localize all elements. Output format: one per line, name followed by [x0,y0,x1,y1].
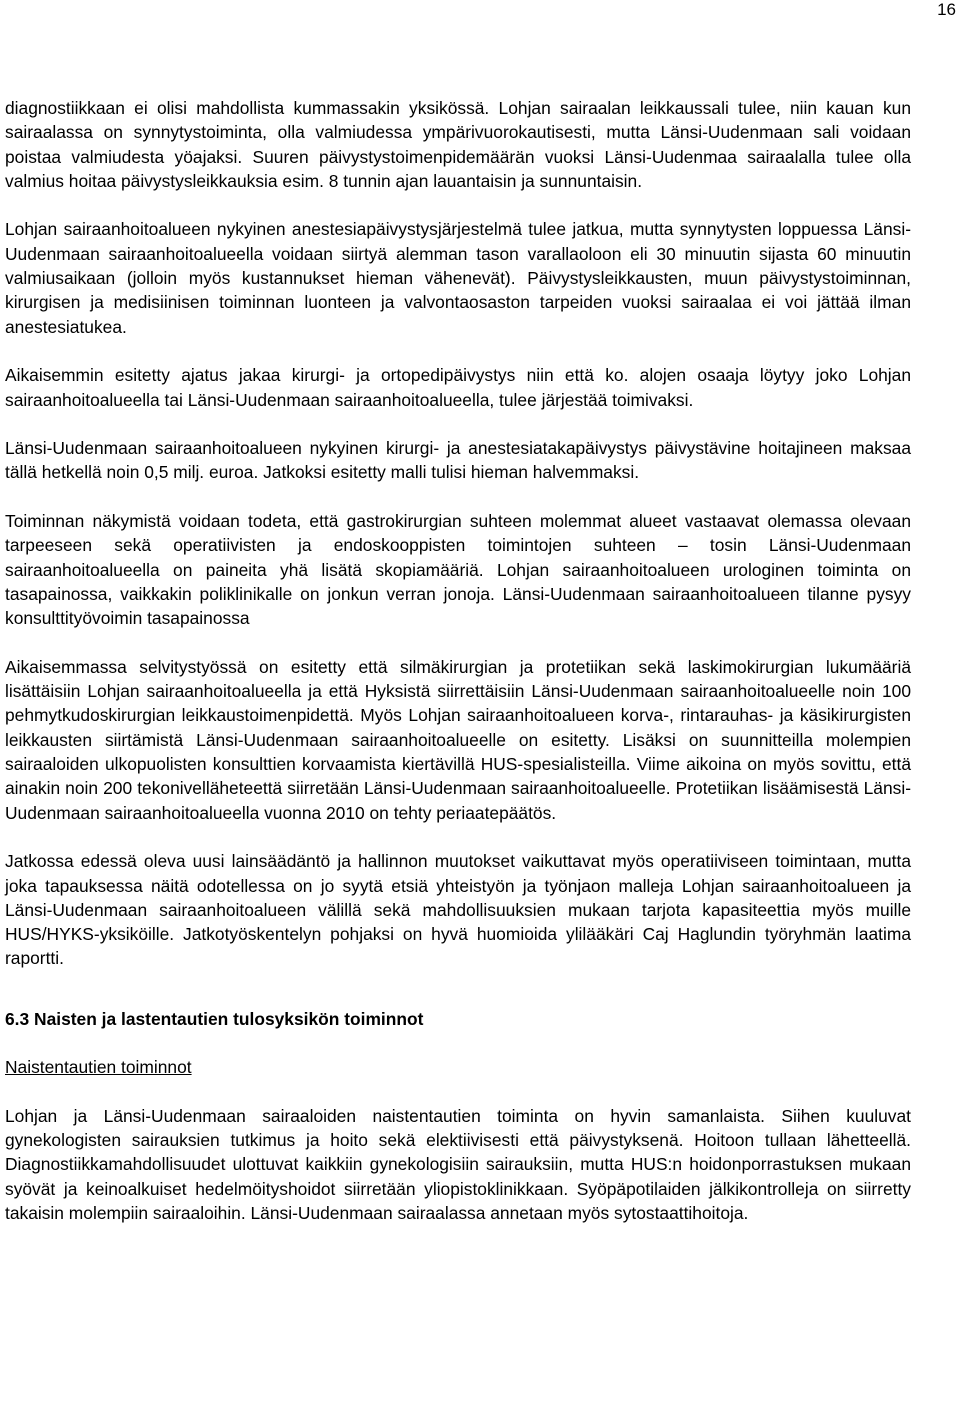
paragraph-anesthesia-system: Lohjan sairaanhoitoalueen nykyinen anestesiapäivystysjärjestelmä tulee jatkua, mutta synnytysten loppuessa Länsi-Uudenmaan sairaanhoitoalueella voidaan siirtyä alemman tason varallaoloon eli 30 minuutin sijasta 60 minuutin valmiusaikaan (jolloin myös kustannukset hieman vähenevät). Päivystysleikkausten, muun päivystystoiminnan, kirurgisen ja medisiinisen toiminnan luonteen ja valvontaosaston tarpeiden vuoksi sairaalaa ei voi jättää ilman anestesiatukea. [5,219,911,337]
paragraph-gynecology: Lohjan ja Länsi-Uudenmaan sairaaloiden naistentautien toiminta on hyvin samanlaista. Siihen kuuluvat gynekologisten sairauksien tutkimus ja hoito sekä elektiivisesti että päivystyksenä. Hoitoon tullaan lähetteellä. Diagnostiikkamahdollisuudet ulottuvat kaikkiin gynekologisiin sairauksiin, mutta HUS:n hoidonporrastuksen mukaan syövät ja keinoalkuiset hedelmöityshoidot siirretään yliopistoklinikkaan. Syöpäpotilaiden jälkikontrolleja on siirretty takaisin molempiin sairaaloihin. Länsi-Uudenmaan sairaalassa annetaan myös sytostaattihoitoja. [5,1105,911,1224]
paragraph-gastro-urology: Toiminnan näkymistä voidaan todeta, että gastrokirurgian suhteen molemmat alueet vastaavat olemassa olevaan tarpeeseen sekä operatiivisten ja endoskooppisten toimintojen suhteen – tosin Länsi-Uudenmaan sairaanhoitoalueella on paineita yhä lisätä skopiamääriä. Lohjan sairaanhoitoalueen urologinen toiminta on tasapainossa, vaikkakin poliklinikalle on jonkun verran jonoja. Länsi-Uudenmaan sairaanhoitoalueen tilanne pysyy konsulttityövoimin tasapainossa [5,511,911,629]
subsection-heading: Naistentautien toiminnot [5,1057,192,1078]
page-number: 16 [937,0,956,19]
document-body [5,96,911,1225]
section-heading: 6.3 Naisten ja lastentautien tulosyksikön toiminnot [5,1008,424,1029]
paragraph-future-legislation: Jatkossa edessä oleva uusi lainsäädäntö ja hallinnon muutokset vaikuttavat myös operatiiviseen toimintaan, mutta joka tapauksessa näitä odotellessa on jo syytä etsiä yhteistyön ja työnjaon malleja Lohjan sairaanhoitoalueen ja Länsi-Uudenmaan sairaanhoitoalueen välillä sekä mahdollisuuksien mukaan tarjota kapasiteettia myös muille HUS/HYKS-yksiköille. Jatkotyöskentelyn pohjaksi on hyvä huomioida ylilääkäri Caj Haglundin työryhmän laatima raportti. [5,851,911,969]
paragraph-eye-surgery: Aikaisemmassa selvitystyössä on esitetty että silmäkirurgian ja protetiikan sekä laskimokirurgian lukumääriä lisättäisiin Lohjan sairaanhoitoalueella ja että Hyksistä siirrettäisiin Länsi-Uudenmaan sairaanhoitoalueelle noin 100 pehmytkudoskirurgian leikkaustoimenpidettä. Myös Lohjan sairaanhoitoalueen korva-, rintarauhas- ja käsikirurgisten leikkausten siirtämistä Länsi-Uudenmaan sairaanhoitoalueelle on esitetty. Lisäksi on suunnitteilla molempien sairaaloiden ulkopuolisten konsulttien korvaamista kiertävillä HUS-spesialisteilla. Viime aikoina on myös sovittu, että ainakin noin 200 tekonivelläheteettä siirretään Länsi-Uudenmaan sairaanhoitoalueelle. Protetiikan lisäämisestä Länsi-Uudenmaan sairaanhoitoalueella vuonna 2010 on tehty periaatepäätös. [5,656,911,823]
paragraph-surgery-division: Aikaisemmin esitetty ajatus jakaa kirurgi- ja ortopedipäivystys niin että ko. alojen osaaja löytyy joko Lohjan sairaanhoitoalueella tai Länsi-Uudenmaan sairaanhoitoalueella, tulee järjestää toimivaksi. [5,365,911,410]
paragraph-anesthesia-intro: diagnostiikkaan ei olisi mahdollista kummassakin yksikössä. Lohjan sairaalan leikkaussali tulee, niin kauan kun sairaalassa on synnytystoiminta, olla valmiudessa ympärivuorokautisesti, mutta Länsi-Uudenmaan sali voidaan poistaa valmiudesta yöajaksi. Suuren päivystystoimenpidemäärän vuoksi Länsi-Uudenmaa sairaalalla tulee olla valmius hoitaa päivystysleikkauksia esim. 8 tunnin ajan lauantaisin ja sunnuntaisin. [5,98,911,191]
paragraph-cost: Länsi-Uudenmaan sairaanhoitoalueen nykyinen kirurgi- ja anestesiatakapäivystys päivystävine hoitajineen maksaa tällä hetkellä noin 0,5 milj. euroa. Jatkoksi esitetty malli tulisi hieman halvemmaksi. [5,438,911,483]
